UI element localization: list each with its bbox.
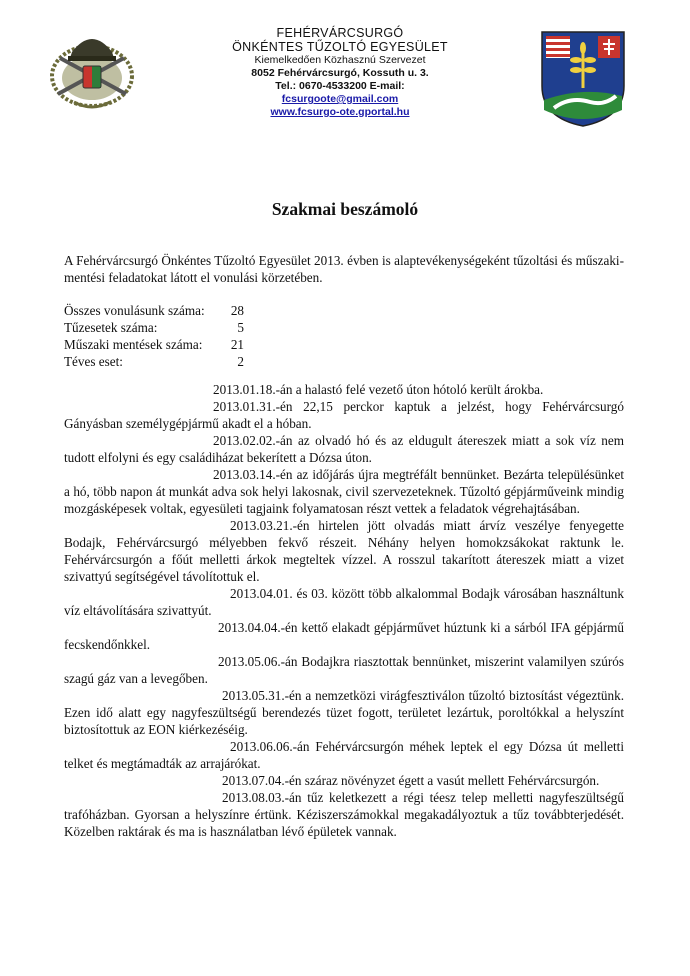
org-phone: Tel.: 0670-4533200 E-mail: [275,80,405,92]
stat-row [64,319,244,336]
stat-row [64,336,244,353]
stat-label: Téves eset: [64,354,123,369]
stat-label: Műszaki mentések száma: [64,337,203,352]
event-entry: 2013.04.04.-én kettő elakadt gépjárművet húztunk ki a sárból IFA gépjármű fecskendőnkkel. [64,620,624,652]
letterhead [150,26,530,119]
stat-row [64,302,244,319]
event-entry: 2013.05.31.-én a nemzetközi virágfesztiválon tűzoltó biztosítást végeztünk. Ezen idő alatt egy nagyfeszültségű berendezés tüzet fogott, területet lezártuk, poroltókkal a helyszínt biztosítottuk az EON kiérkezéséig. [64,688,624,737]
stat-label: Tűzesetek száma: [64,320,158,335]
event-entry: 2013.03.21.-én hirtelen jött olvadás miatt árvíz veszélye fenyegette Bodajk, Fehérvárcsurgó mélyebben fekvő részeit. Néhány helyen homokzsákokat raktunk le. Fehérvárcsurgón a főút melletti árkok megteltek vízzel. A rosszul takarított átereszek miatt a vizet szivattyú segítségével távolítottuk el. [64,518,624,584]
website-link[interactable]: www.fcsurgo-ote.gportal.hu [270,106,410,118]
event-entry: 2013.01.18.-án a halastó felé vezető úton hótoló került árokba. [213,382,544,397]
stat-value: 5 [237,320,244,335]
org-status: Kiemelkedően Közhasznú Szervezet [254,54,426,66]
fire-brigade-emblem [44,22,140,112]
event-entry: 2013.02.02.-án az olvadó hó és az eldugult átereszek miatt a sok víz nem tudott elfolyni és egy családiházat bekerített a Dózsa úton. [64,433,624,465]
event-entry: 2013.01.31.-én 22,15 perckor kaptuk a jelzést, hogy Fehérvárcsurgó Gányásban személygépjármű akadt el a hóban. [64,399,624,431]
intro-paragraph: A Fehérvárcsurgó Önkéntes Tűzoltó Egyesület 2013. évben is alaptevékenységeként tűzoltási és műszaki-mentési feladatokat látott el vonulási körzetében. [64,253,624,285]
email-link[interactable]: fcsurgoote@gmail.com [281,93,399,105]
stat-value: 28 [230,303,244,318]
statistics-list [64,302,244,370]
document-title: Szakmai beszámoló [271,199,419,219]
events-list [64,381,624,840]
event-entry: 2013.04.01. és 03. között több alkalommal Bodajk városában használtunk víz eltávolítására szivattyút. [64,586,624,618]
coat-of-arms [540,30,626,128]
org-address: 8052 Fehérvárcsurgó, Kossuth u. 3. [251,67,429,79]
stat-label: Összes vonulásunk száma: [64,303,205,318]
event-entry: 2013.03.14.-én az időjárás újra megtréfált bennünket. Bezárta településünket a hó, több napon át munkát adva sok helyi lakosnak, civil szervezeteknek. Tűzoltó gépjárműveink mindig mozgásképesek voltak, egyesületi tagjaink folyamatosan részt vettek a feladatok végrehajtásában. [64,467,624,516]
event-entry: 2013.08.03.-án tűz keletkezett a régi téesz telep melletti nagyfeszültségű trafóházban. Gyorsan a helyszínre értünk. Kéziszerszámokkal megakadályoztuk a tűz továbbterjedését. Közelben raktárak és ma is használatban lévő épületek vannak. [64,790,624,839]
org-name-line2: ÖNKÉNTES TŰZOLTÓ EGYESÜLET [232,40,448,54]
stat-value: 2 [237,354,244,369]
event-entry: 2013.06.06.-án Fehérvárcsurgón méhek leptek el egy Dózsa út melletti telket és megtámadták az arrajárókat. [64,739,624,771]
event-entry: 2013.05.06.-án Bodajkra riasztottak bennünket, miszerint valamilyen szúrós szagú gáz van a levegőben. [64,654,624,686]
stat-row [64,353,244,370]
stat-value: 21 [230,337,244,352]
org-name-line1: FEHÉRVÁRCSURGÓ [276,26,404,40]
event-entry: 2013.07.04.-én száraz növényzet égett a vasút mellett Fehérvárcsurgón. [222,773,600,788]
